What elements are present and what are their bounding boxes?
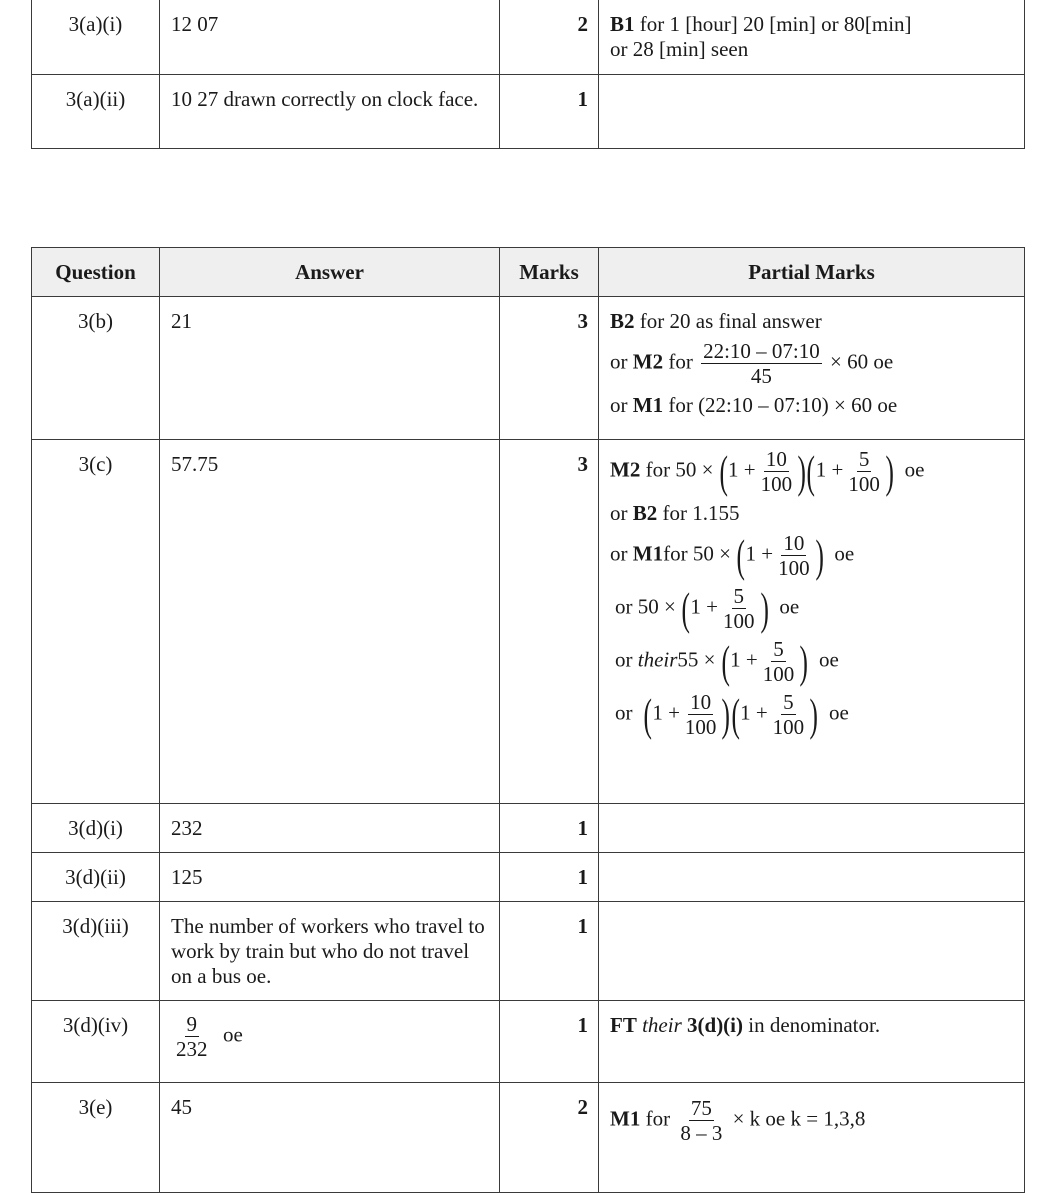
mark-code: M2	[632, 349, 664, 374]
mark-code: B1	[610, 12, 635, 36]
mark-text: for	[640, 1106, 676, 1131]
mark-text: their	[637, 647, 678, 672]
marks-cell: 1	[500, 75, 599, 149]
fraction-denominator: 100	[762, 662, 795, 687]
fraction-numerator: 5	[733, 584, 745, 609]
main-marking-table	[31, 247, 1025, 1193]
partial-marks-cell: M2 for 50 × (1 + $\frac{10}{100}$ )(1 + $\frac{5}{100}$ ) oe or B2 for 1.155 or M1for 50 × (1 + $\frac{10}{100}$ ) oe or 50 × (1 + $\frac{5}{100}$ ) oe or their55 × (1 + $\frac{5}{100}$ ) oe or (1 + $\frac{10}{100}$ )(1 + $\frac{5}{100}$ ) oe	[599, 440, 1025, 804]
table-row	[32, 902, 1025, 1001]
mark-text: for 1.155	[657, 501, 740, 526]
fraction-numerator: 5	[773, 637, 784, 662]
marks-cell: 3	[500, 297, 599, 440]
mark-text: oe	[819, 647, 839, 672]
mark-text: oe	[834, 541, 855, 566]
fraction-numerator: 9	[186, 1012, 197, 1036]
fraction	[759, 448, 795, 495]
question-cell: 3(d)(iii)	[32, 902, 160, 1001]
mark-code: M1	[610, 1106, 641, 1131]
fraction	[846, 448, 882, 495]
answer-cell: 45	[160, 1083, 500, 1193]
fraction-denominator: 100	[684, 715, 717, 740]
question-cell: 3(b)	[32, 297, 160, 440]
fraction-denominator: 45	[750, 364, 772, 389]
header-question: Question	[32, 248, 160, 297]
mark-text: 1 +	[728, 457, 756, 482]
partial-marks-cell	[599, 804, 1025, 853]
mark-text: oe	[829, 700, 849, 725]
mark-text: for 1 [hour] 20 [min] or 80[min]	[634, 12, 912, 36]
mark-text: in denominator.	[743, 1013, 881, 1037]
mark-code: B2	[632, 501, 658, 526]
fraction-denominator: 100	[778, 556, 810, 581]
mark-text: 1 +	[652, 700, 680, 725]
mark-text: or	[610, 501, 633, 526]
mark-text: or	[610, 349, 633, 374]
question-cell: 3(d)(ii)	[32, 853, 160, 902]
fraction-denominator: 100	[848, 472, 880, 497]
partial-marks-cell	[599, 853, 1025, 902]
question-cell: 3(a)(i)	[32, 0, 160, 75]
mark-text: or	[610, 393, 633, 418]
fraction	[771, 691, 807, 738]
table-row	[32, 75, 1025, 149]
marks-cell: 3	[500, 440, 599, 804]
fraction-denominator: 100	[772, 715, 805, 740]
marks-cell: 1	[500, 804, 599, 853]
partial-marks-cell	[599, 1001, 1025, 1083]
mark-code: 3(d)(i)	[687, 1013, 744, 1037]
question-cell: 3(a)(ii)	[32, 75, 160, 149]
table-row	[32, 440, 1025, 804]
question-cell: 3(e)	[32, 1083, 160, 1193]
table-row	[32, 1083, 1025, 1193]
partial-marks-cell	[599, 0, 1025, 75]
fraction-numerator: 10	[690, 690, 712, 715]
mark-text: 1 +	[745, 541, 774, 566]
table-row	[32, 0, 1025, 75]
mark-text: or	[615, 700, 633, 725]
fraction	[776, 532, 812, 579]
partial-marks-cell	[599, 902, 1025, 1001]
mark-text: or 28 [min] seen	[610, 37, 749, 61]
mark-text: oe	[223, 1022, 243, 1047]
mark-text: for 50 ×	[640, 457, 714, 482]
fraction	[721, 585, 757, 632]
table-row	[32, 853, 1025, 902]
fraction-numerator: 5	[783, 690, 794, 715]
table-row	[32, 297, 1025, 440]
mark-code: M2	[610, 457, 641, 482]
mark-text: 1 +	[740, 700, 768, 725]
answer-cell: 21	[160, 297, 500, 440]
answer-cell: 125	[160, 853, 500, 902]
answer-cell: 232	[160, 804, 500, 853]
fraction	[678, 1097, 724, 1144]
answer-cell	[160, 1001, 500, 1083]
fraction-numerator: 10	[783, 531, 805, 556]
mark-text: for (22:10 – 07:10) × 60 oe	[663, 393, 898, 418]
marks-cell: 1	[500, 902, 599, 1001]
fraction-denominator: 8 – 3	[680, 1121, 723, 1146]
mark-code: B2	[610, 309, 635, 333]
fraction	[761, 638, 797, 685]
marks-cell: 1	[500, 1001, 599, 1083]
fraction	[174, 1013, 210, 1060]
mark-code: FT	[610, 1013, 637, 1037]
question-cell: 3(d)(i)	[32, 804, 160, 853]
mark-text: 1 +	[815, 457, 844, 482]
answer-cell: 10 27 drawn correctly on clock face.	[160, 75, 500, 149]
fraction-denominator: 100	[723, 609, 755, 634]
header-marks: Marks	[500, 248, 599, 297]
question-cell: 3(d)(iv)	[32, 1001, 160, 1083]
partial-marks-cell	[599, 297, 1025, 440]
fraction-numerator: 22:10 – 07:10	[703, 339, 820, 363]
mark-text: × 60 oe	[830, 349, 894, 374]
fraction-numerator: 5	[858, 447, 870, 471]
mark-text: for 50 ×	[663, 541, 731, 566]
fraction	[701, 340, 822, 387]
top-marking-table	[31, 0, 1025, 149]
mark-text: 55 ×	[677, 647, 716, 672]
mark-text: 1 +	[690, 594, 719, 619]
header-partial-marks: Partial Marks	[599, 248, 1025, 297]
mark-text: or	[615, 647, 633, 672]
fraction-numerator: 75	[690, 1096, 712, 1120]
table-row	[32, 804, 1025, 853]
mark-text: for 20 as final answer	[634, 309, 822, 333]
mark-text: oe	[779, 594, 800, 619]
mark-text: 50 ×	[637, 594, 676, 619]
mark-text: their	[636, 1013, 688, 1037]
mark-text: oe	[904, 457, 925, 482]
fraction	[683, 691, 719, 738]
fraction-numerator: 10	[765, 447, 787, 471]
partial-marks-cell	[599, 75, 1025, 149]
mark-text: 1 +	[730, 647, 758, 672]
marks-cell: 2	[500, 0, 599, 75]
mark-text: for	[663, 349, 699, 374]
answer-cell: The number of workers who travel to work by train but who do not travel on a bus oe.	[160, 902, 500, 1001]
mark-code: M1	[632, 393, 664, 418]
mark-text: × k oe k = 1,3,8	[732, 1106, 866, 1131]
marks-cell: 2	[500, 1083, 599, 1193]
fraction-denominator: 232	[176, 1037, 208, 1062]
table-row	[32, 1001, 1025, 1083]
marks-cell: 1	[500, 853, 599, 902]
answer-cell: 57.75	[160, 440, 500, 804]
fraction-denominator: 100	[760, 472, 793, 497]
mark-code: M1	[632, 541, 664, 566]
answer-cell: 12 07	[160, 0, 500, 75]
mark-text: or	[610, 541, 633, 566]
header-answer: Answer	[160, 248, 500, 297]
question-cell: 3(c)	[32, 440, 160, 804]
partial-marks-cell	[599, 1083, 1025, 1193]
mark-text: or	[615, 594, 633, 619]
header-row	[32, 248, 1025, 297]
